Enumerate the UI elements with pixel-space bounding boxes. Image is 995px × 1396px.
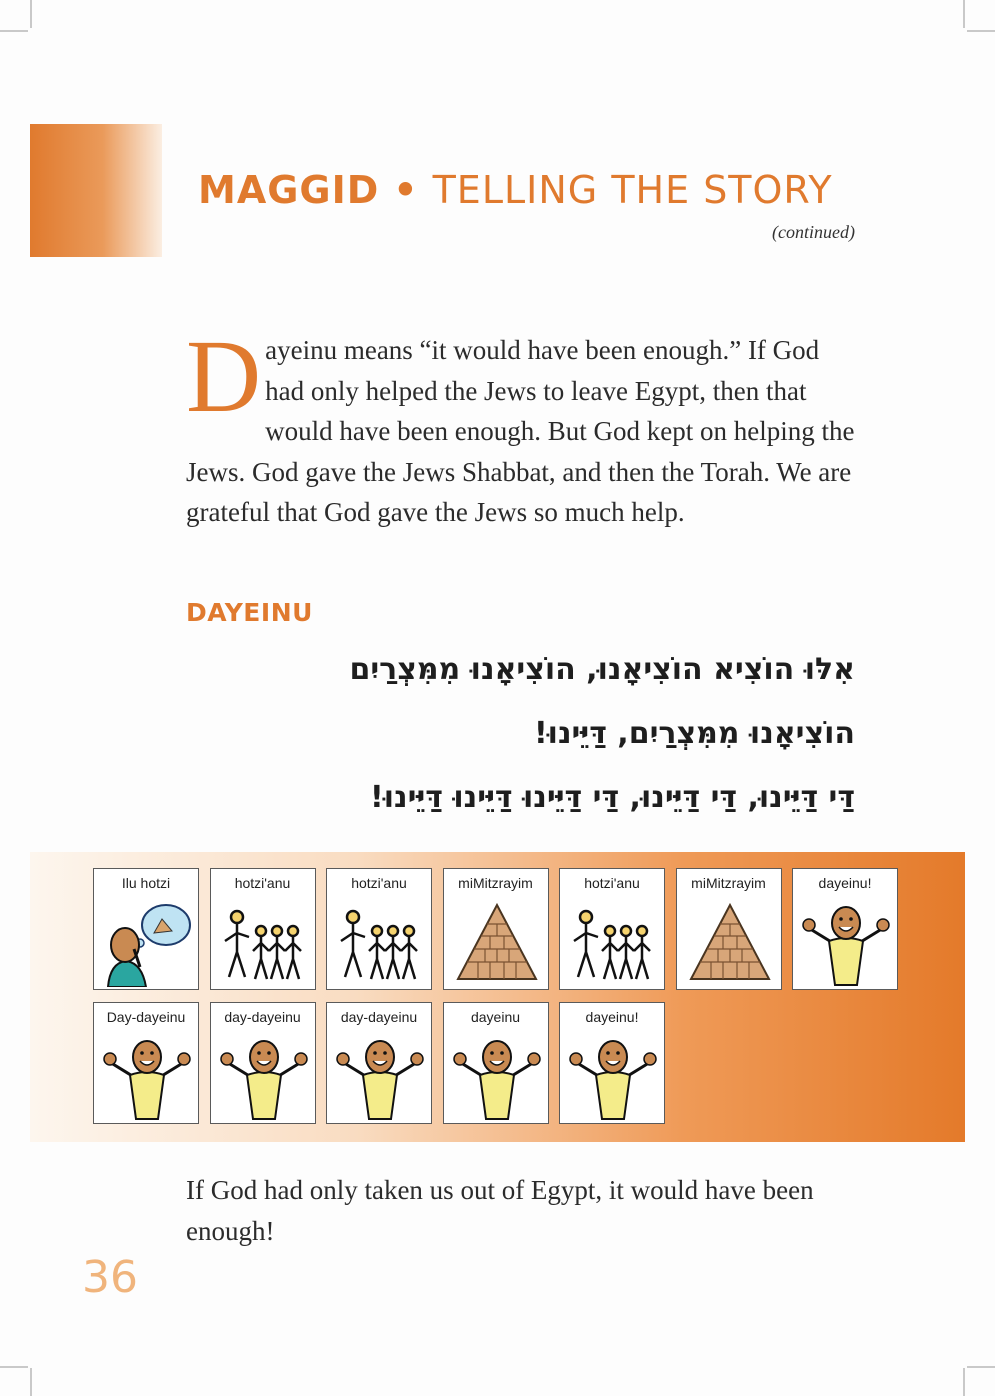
hebrew-line: דַּי דַּיֵּינוּ, דַּי דַּיֵּינוּ, דַּי דַּיֵּינוּ דַּיֵּינוּ דַּיֵּינוּ! [370, 780, 855, 815]
crop-mark [967, 30, 995, 32]
symbol-card-label: hotzi'anu [234, 875, 291, 891]
header-color-block [30, 124, 162, 257]
symbol-card-label: miMitzrayim [458, 875, 533, 891]
symbol-card-label: day-dayeinu [224, 1009, 301, 1025]
symbol-card-label: Ilu hotzi [121, 875, 171, 891]
drop-cap: D [186, 319, 262, 434]
symbol-card-label: Day-dayeinu [106, 1009, 186, 1025]
cheering-person-icon [100, 1031, 194, 1121]
page-title [198, 168, 858, 212]
crop-mark [963, 0, 965, 28]
cheering-person-icon [333, 1031, 427, 1121]
cheering-person-icon [799, 897, 893, 987]
symbol-card [326, 1002, 432, 1124]
symbol-card-label: dayeinu [470, 1009, 521, 1025]
cheering-person-icon [217, 1031, 311, 1121]
symbol-card-label: dayeinu! [818, 875, 872, 891]
symbol-card-label: dayeinu! [585, 1009, 639, 1025]
intro-paragraph [186, 319, 858, 533]
hebrew-line: אִלּוּ הוֹצִיא הוֹצִיאָנוּ, הוֹצִיאָנוּ מִמִּצְרַיִם [349, 652, 855, 687]
symbol-card-label: day-dayeinu [340, 1009, 418, 1025]
cheering-person-icon [566, 1031, 660, 1121]
symbol-card [676, 868, 782, 990]
symbol-card [93, 868, 199, 990]
thinking-person-icon [100, 897, 194, 987]
symbol-card [559, 868, 665, 990]
people-walking-icon [333, 897, 427, 987]
crop-mark [30, 1368, 32, 1396]
pyramid-icon [683, 897, 777, 987]
cheering-person-icon [450, 1031, 544, 1121]
crop-mark [0, 30, 28, 32]
people-walking-icon [566, 897, 660, 987]
symbol-card [559, 1002, 665, 1124]
continued-note: (continued) [772, 222, 855, 242]
page-number: 36 [82, 1252, 138, 1303]
pyramid-icon [450, 897, 544, 987]
symbol-card-label: miMitzrayim [691, 875, 766, 891]
intro-text: ayeinu means “it would have been enough.” If God had only helped the Jews to leave Egypt, then that would have been enough. But God kept on helping the Jews. God gave the Jews Shabbat, and then the Torah. We are grateful that God gave the Jews so much help. [186, 335, 855, 527]
symbol-card-label: hotzi'anu [584, 875, 640, 891]
title-separator: • [393, 168, 419, 212]
crop-mark [30, 0, 32, 28]
hebrew-line: הוֹצִיאָנוּ מִמִּצְרַיִם, דַּיֵּינוּ! [533, 716, 855, 751]
symbol-card [792, 868, 898, 990]
symbol-card [443, 868, 549, 990]
symbol-card [443, 1002, 549, 1124]
symbol-card-label: hotzi'anu [351, 875, 407, 891]
section-heading: DAYEINU [186, 598, 313, 627]
title-rest: TELLING THE STORY [432, 168, 833, 212]
crop-mark [967, 1366, 995, 1368]
crop-mark [963, 1368, 965, 1396]
symbol-card [210, 868, 316, 990]
symbol-card [93, 1002, 199, 1124]
closing-paragraph: If God had only taken us out of Egypt, it would have been enough! [186, 1175, 814, 1246]
crop-mark [0, 1366, 28, 1368]
people-walking-icon [217, 897, 311, 987]
symbol-card [326, 868, 432, 990]
title-bold: MAGGID [198, 168, 380, 212]
symbol-card [210, 1002, 316, 1124]
